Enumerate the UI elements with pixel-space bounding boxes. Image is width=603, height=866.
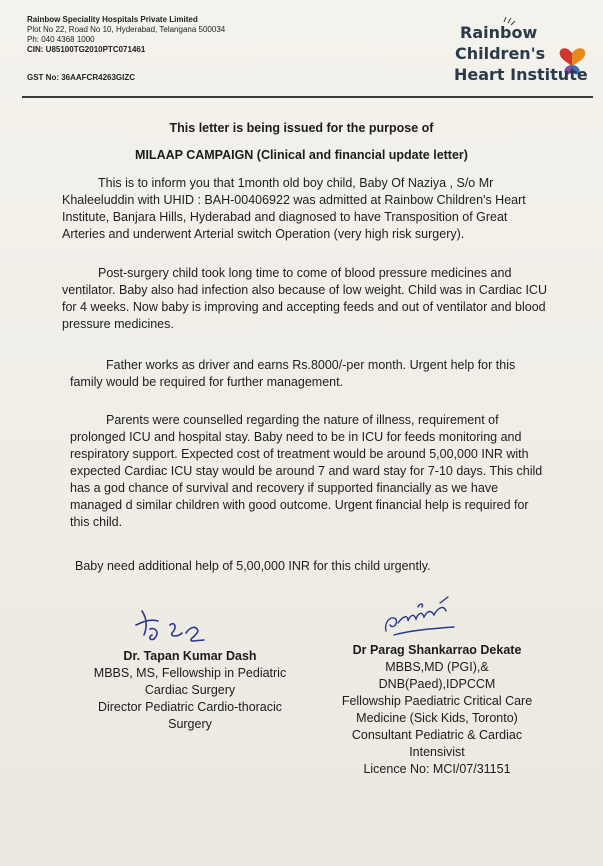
signatory-dekate-line: Medicine (Sick Kids, Toronto) xyxy=(356,711,518,725)
signatory-dekate-line: Licence No: MCI/07/31151 xyxy=(363,762,511,776)
signatory-dekate-line: Consultant Pediatric & Cardiac xyxy=(351,728,523,742)
signatory-dekate-line: Intensivist xyxy=(409,745,465,759)
paragraph-admission: This is to inform you that 1month old boy child, Baby Of Naziya , S/o Mr Khaleeluddin with UHID : BAH-00406922 was admitted at Rainbow Children's Heart Institute, Banjara Hills, Hyderabad and diagnosed to have Transposition of Great Arteries and underwent Arterial switch Operation (very high risk surgery). xyxy=(62,176,526,241)
company-phone: Ph: 040 4368 1000 xyxy=(27,35,95,44)
signatory-dekate-line: MBBS,MD (PGI),& xyxy=(385,660,489,674)
paragraph-family-income: Father works as driver and earns Rs.8000/-per month. Urgent help for this family would be required for further management. xyxy=(70,358,516,389)
company-info xyxy=(27,15,225,55)
logo-text-line1: Rainbow xyxy=(460,23,538,42)
paragraph-help-request: Baby need additional help of 5,00,000 INR for this child urgently. xyxy=(75,559,431,573)
letter-campaign-title: MILAAP CAMPAIGN (Clinical and financial update letter) xyxy=(135,148,468,162)
signatory-dash-line: MBBS, MS, Fellowship in Pediatric xyxy=(93,666,287,680)
signature-dash-image xyxy=(130,607,220,652)
signatory-dekate xyxy=(322,642,552,778)
company-address: Plot No 22, Road No 10, Hyderabad, Telangana 500034 xyxy=(27,25,226,34)
logo-text-line3: Heart Institute xyxy=(454,65,588,84)
signatory-dash-line: Cardiac Surgery xyxy=(144,683,236,697)
company-cin: CIN: U85100TG2010PTC071461 xyxy=(27,45,146,54)
paragraph-post-surgery: Post-surgery child took long time to come of blood pressure medicines and ventilator. Baby also had infection also because of low weight. Child was in Cardiac ICU for 4 weeks. Now baby is improving and accepting feeds and out of ventilator and blood pressure medicines. xyxy=(62,266,547,331)
company-name: Rainbow Speciality Hospitals Private Limited xyxy=(27,15,198,24)
signatory-dekate-line: Fellowship Paediatric Critical Care xyxy=(341,694,533,708)
signatory-dash xyxy=(80,648,300,733)
gst-number: GST No: 36AAFCR4263GIZC xyxy=(27,73,136,82)
signature-dekate-image xyxy=(374,585,464,640)
logo-text-line2: Children's xyxy=(455,44,546,63)
letter-purpose: This letter is being issued for the purpose of xyxy=(169,121,434,135)
signatory-dekate-name: Dr Parag Shankarrao Dekate xyxy=(352,643,522,657)
paragraph-cost-estimate: Parents were counselled regarding the nature of illness, requirement of prolonged ICU and hospital stay. Baby need to be in ICU for feeds monitoring and respiratory support. Expected cost of treatment would be around 5,00,000 INR with expected Cardiac ICU stay would be around 7 and ward stay for 7-10 days. This child has a god chance of survival and recovery if supported financially as we have managed d similar children with good outcome. Urgent financial help is required for this child. xyxy=(70,413,543,529)
signatory-dash-line: Director Pediatric Cardio-thoracic xyxy=(97,700,283,714)
signatory-dash-name: Dr. Tapan Kumar Dash xyxy=(123,649,257,663)
hospital-logo xyxy=(452,15,597,90)
signatory-dekate-line: DNB(Paed),IDPCCM xyxy=(378,677,496,691)
header-divider xyxy=(22,96,593,98)
signatory-dash-line: Surgery xyxy=(168,717,212,731)
